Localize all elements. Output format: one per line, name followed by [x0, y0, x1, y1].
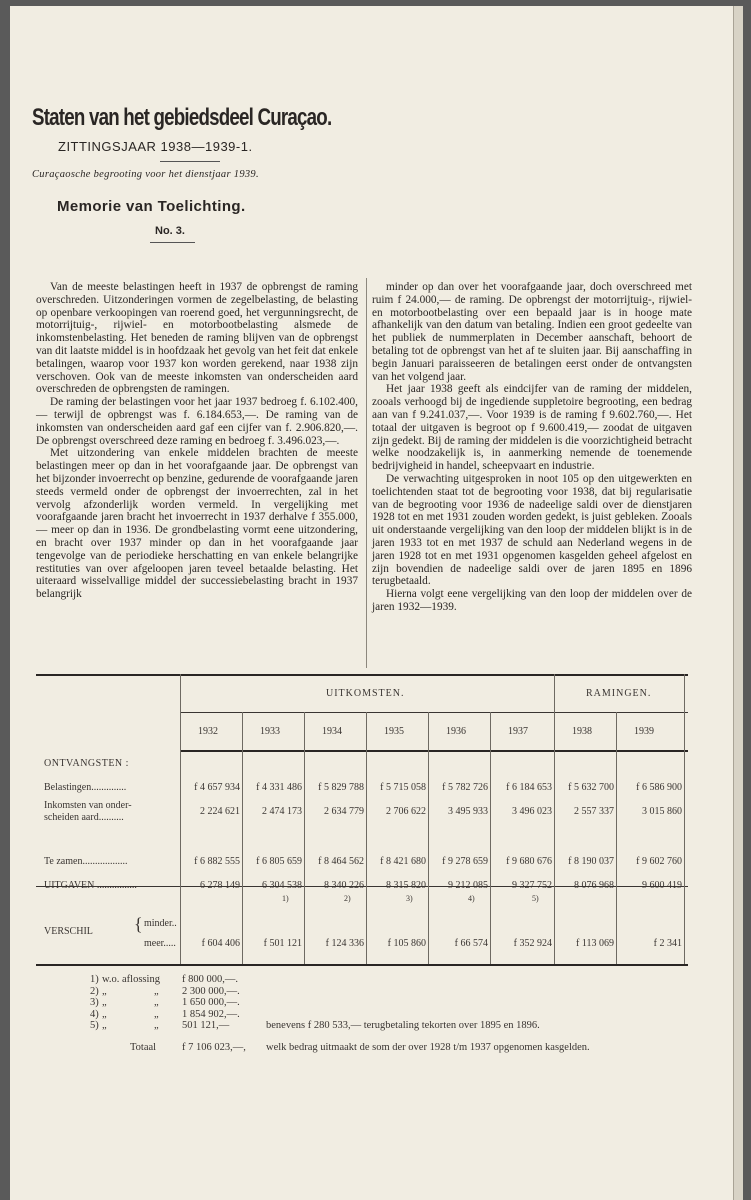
table-cell: f 8 464 562	[318, 856, 364, 867]
brace: {	[134, 914, 143, 934]
footnote-part: welk bedrag uitmaakt de som der over 1928 t/m 1937 opgenomen kasgelden.	[266, 1041, 590, 1053]
table-cell: f 8 190 037	[568, 856, 614, 867]
footnote-part: „	[154, 997, 159, 1008]
year-header: 1934	[322, 726, 342, 737]
table-bottom-rule	[36, 964, 688, 966]
table-column-line	[490, 712, 491, 964]
page-edge	[733, 6, 743, 1200]
table-cell: f 2 341	[653, 938, 682, 949]
year-header: 1936	[446, 726, 466, 737]
footnote-part: „	[102, 985, 107, 997]
footnote-part: „	[102, 1020, 107, 1031]
table-column-line	[180, 674, 181, 964]
meer-label: meer.....	[144, 938, 176, 949]
paragraph: Van de meeste belastingen heeft in 1937 de opbrengst de raming overschreden. Uitzonderingen vormen de zegelbelasting, de belasting op openbare verkoopingen van roerend goed, het vergunningsrecht, de motorrijtuig-, rijwiel- en motorbootbelasting alsmede de inkomstenbelasting. Het beneden de raming blijven van de opbrengst van dit laatste middel is in hoofdzaak het gevolg van het feit dat enkele betalingen, waarop voor 1937 kon worden gerekend, naar 1938 zijn verschoven. Ook van de meeste inkomsten van onderscheiden aard overschreden de opbrengsten de ramingen.	[36, 281, 358, 396]
subtitle: Curaçaosche begrooting voor het dienstjaar 1939.	[32, 169, 259, 180]
table-cell: f 9 602 760	[636, 856, 682, 867]
footnote-part: 501 121,—	[182, 1020, 230, 1031]
table-cell: f 8 421 680	[380, 856, 426, 867]
table-header-rule	[180, 712, 688, 713]
year-header: 1939	[634, 726, 654, 737]
table-column-line	[304, 712, 305, 964]
row-label: UITGAVEN ................	[44, 880, 137, 891]
footnote-part: 1 650 000,—.	[182, 997, 240, 1008]
footnote-part: benevens f 280 533,— terugbetaling tekorten over 1895 en 1896.	[266, 1020, 540, 1031]
minder-label: minder..	[144, 918, 177, 929]
year-header: 1933	[260, 726, 280, 737]
row-label: Inkomsten van onder-	[44, 800, 132, 811]
table-cell: f 124 336	[325, 938, 364, 949]
row-label: Belastingen..............	[44, 782, 127, 793]
footnote-mark: 5)	[532, 894, 539, 903]
table-cell: f 6 184 653	[506, 782, 552, 793]
paragraph: Hierna volgt eene vergelijking van den loop der middelen over de jaren 1932—1939.	[372, 588, 692, 613]
table-cell: 9 600 419	[642, 880, 682, 891]
table-cell: f 604 406	[201, 938, 240, 949]
table-cell: 6 278 149	[200, 880, 240, 891]
footnote-part: „	[102, 1008, 107, 1020]
document-title: Staten van het gebiedsdeel Curaçao.	[32, 104, 332, 131]
table-cell: f 6 882 555	[194, 856, 240, 867]
paragraph: Met uitzondering van enkele middelen brachten de meeste belastingen meer op dan in het voorafgaande jaar. De opbrengst van het bijzonder invoerrecht op benzine, gedurende de voorafgaande jaren steeds vermeld onder de opbrengst der invoerrechten, zal in het vervolg afzonderlijk worden vermeld. In vergelijking met voorafgaande jaren bracht het invoerrecht in 1937 derhalve f 355.000,— meer op dan in 1936. De grondbelasting vormt eene uitzondering, en bracht over 1937 minder op dan in het voorafgaande jaar tengevolge van de periodieke herschatting en van enkele belangrijke restituties van over afgeloopen jaren teveel betaalde belasting. Het uiteraard wisselvallige middel der successiebelasting bracht in 1937 belangrijk	[36, 447, 358, 601]
table-cell: 3 495 933	[448, 806, 488, 817]
table-cell: 3 496 023	[512, 806, 552, 817]
table-cell: f 6 586 900	[636, 782, 682, 793]
footnote-mark: 2)	[344, 894, 351, 903]
table-cell: f 501 121	[263, 938, 302, 949]
paragraph: minder op dan over het voorafgaande jaar, doch overschreed met ruim f 24.000,— de raming. De opbrengst der motorrijtuig-, rijwiel- en motorbootbelasting over een bepaald jaar is in hooge mate afhankelijk van den datum van betaling. Indien een groot gedeelte van het publiek de nummerplaten in December aanschaft, behoort de betaling tot de opbrengst van het af te sluiten jaar. Bij aanschaffing in begin Januari paraisseeren de betalingen eerst onder de ontvangsten van het volgend jaar.	[372, 281, 692, 383]
ontvangsten-label: ONTVANGSTEN :	[44, 758, 129, 769]
table-cell: f 352 924	[513, 938, 552, 949]
table-cell: f 5 715 058	[380, 782, 426, 793]
footnote-part: 1)	[90, 974, 99, 985]
table-header-bottom-rule	[180, 750, 688, 752]
table-cell: f 9 680 676	[506, 856, 552, 867]
paragraph: Het jaar 1938 geeft als eindcijfer van de raming der middelen, zooals verhoogd bij de ingediende suppletoire begrooting, een bedrag aan van f 9.241.037,—. Voor 1939 is de raming f 9.602.760,—. Het totaal der uitgaven is begroot op f 9.600.419,— zoodat de uitgaven zijn gedekt. Bij de raming der middelen is die voorzichtigheid betracht welke noodzakelijk is, in aanmerking nemende de toenemende bedrijvigheid in handel, scheepvaart en industrie.	[372, 383, 692, 473]
session-year: ZITTINGSJAAR 1938—1939-1.	[58, 139, 253, 154]
footnote-part: „	[154, 1020, 159, 1031]
footnote-part: 2 300 000,—.	[182, 985, 240, 997]
table-cell: f 105 860	[387, 938, 426, 949]
table-cell: 2 634 779	[324, 806, 364, 817]
footnote-part: 2)	[90, 985, 99, 997]
paragraph: De raming der belastingen voor het jaar 1937 bedroeg f. 6.102.400,— terwijl de opbrengst was f. 6.184.653,—. De raming van de inkomsten van onderscheiden aard gaf een cijfer van f. 2.906.820,—. De opbrengst overschreed deze raming en bedroeg f. 3.496.023,—.	[36, 396, 358, 447]
divider	[150, 242, 195, 243]
column-divider	[366, 278, 367, 668]
year-header: 1932	[198, 726, 218, 737]
table-cell: 8 076 968	[574, 880, 614, 891]
footnote-part: f 800 000,—.	[182, 974, 238, 985]
footnote-part: f 7 106 023,—,	[182, 1041, 246, 1053]
row-label: Te zamen..................	[44, 856, 128, 867]
footnote-part: Totaal	[130, 1041, 157, 1053]
table-top-rule	[36, 674, 688, 676]
table-cell: 2 474 173	[262, 806, 302, 817]
footnote-mark: 3)	[406, 894, 413, 903]
table-cell: 6 304 538	[262, 880, 302, 891]
table-cell: 3 015 860	[642, 806, 682, 817]
comparison-table	[36, 674, 688, 966]
memorie-heading: Memorie van Toelichting.	[57, 198, 246, 215]
table-cell: f 9 278 659	[442, 856, 488, 867]
footnote-mark: 1)	[282, 894, 289, 903]
row-label: VERSCHIL	[44, 926, 93, 937]
footnote-part: „	[154, 1008, 159, 1020]
uitkomsten-header: UITKOMSTEN.	[326, 688, 405, 699]
table-cell: 2 557 337	[574, 806, 614, 817]
body-column-left	[36, 281, 358, 601]
footnote-mark: 4)	[468, 894, 475, 903]
table-cell: f 66 574	[454, 938, 488, 949]
divider	[160, 161, 220, 162]
footnote-part: „	[154, 985, 159, 997]
table-cell: 2 706 622	[386, 806, 426, 817]
table-column-line	[366, 712, 367, 964]
table-cell: f 113 069	[576, 938, 614, 949]
table-cell: 9 327 752	[512, 880, 552, 891]
table-cell: 2 224 621	[200, 806, 240, 817]
footnote-part: w.o. aflossing	[102, 974, 160, 985]
document-number: No. 3.	[155, 225, 185, 237]
year-header: 1937	[508, 726, 528, 737]
table-column-line	[684, 674, 685, 964]
table-column-line	[554, 674, 555, 964]
table-cell: f 5 829 788	[318, 782, 364, 793]
body-column-right	[372, 281, 692, 614]
table-cell: f 4 657 934	[194, 782, 240, 793]
document-page	[10, 6, 734, 1200]
table-cell: 9 212 085	[448, 880, 488, 891]
table-cell: f 5 782 726	[442, 782, 488, 793]
row-label: scheiden aard..........	[44, 812, 124, 823]
footnote-part: 4)	[90, 1008, 99, 1020]
table-cell: f 6 805 659	[256, 856, 302, 867]
table-cell: 8 315 820	[386, 880, 426, 891]
table-column-line	[616, 712, 617, 964]
table-column-line	[242, 712, 243, 964]
footnote-part: 3)	[90, 997, 99, 1008]
table-cell: 8 340 226	[324, 880, 364, 891]
ramingen-header: RAMINGEN.	[586, 688, 652, 699]
footnote-part: „	[102, 997, 107, 1008]
table-cell: f 4 331 486	[256, 782, 302, 793]
year-header: 1935	[384, 726, 404, 737]
footnote-part: 5)	[90, 1020, 99, 1031]
paragraph: De verwachting uitgesproken in noot 105 op den uitgewerkten en toelichtenden staat tot de begrooting voor 1938, dat bij regularisatie van de begrooting voor 1936 de nadeelige saldi over de dienstjaren 1928 tot en met 1931 zouden worden gedekt, is juist gebleken. Zooals uit onderstaande vergelijking van den loop der middelen blijkt is in de jaren 1933 tot en met 1937 de schuld aan Nederland wegens in de jaren 1928 tot en met 1931 opgenomen kasgelden geheel afgelost en zijn bovendien de nadeelige saldi over de jaren 1895 en 1896 terugbetaald.	[372, 472, 692, 588]
table-column-line	[428, 712, 429, 964]
footnote-part: 1 854 902,—.	[182, 1008, 240, 1020]
year-header: 1938	[572, 726, 592, 737]
table-cell: f 5 632 700	[568, 782, 614, 793]
